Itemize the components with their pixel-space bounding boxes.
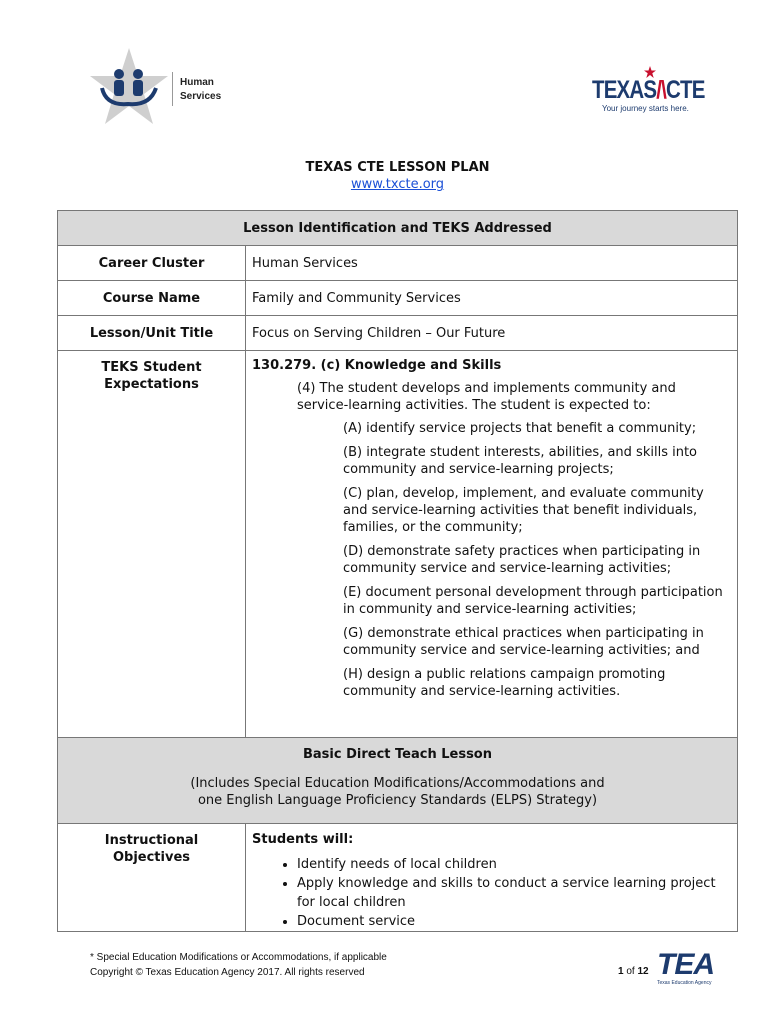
lesson-plan-table (57, 210, 738, 932)
page-of: of (626, 966, 635, 977)
teks-label-text: TEKS Student Expectations (101, 360, 202, 392)
texas-cte-tagline: Your journey starts here. (602, 104, 689, 113)
texas-cte-word1: TEXAS (592, 76, 657, 104)
texas-cte-word2: CTE (666, 76, 705, 104)
teks-item-d: (D) demonstrate safety practices when participating in community service and service-learning activities; (343, 544, 701, 576)
footer-note: * Special Education Modifications or Accommodations, if applicable (90, 952, 387, 963)
list-item: • Document service (297, 912, 731, 931)
page-title: TEXAS CTE LESSON PLAN (305, 160, 490, 175)
teks-heading: 130.279. (c) Knowledge and Skills (252, 358, 502, 373)
teks-intro: (4) The student develops and implements community and service-learning activities. The student is expected to: (297, 381, 676, 413)
lesson-title-label: Lesson/Unit Title (58, 316, 246, 351)
basic-lesson-title: Basic Direct Teach Lesson (302, 747, 492, 762)
page-total: 12 (637, 966, 649, 977)
logo-divider (172, 72, 173, 106)
teks-item-a: (A) identify service projects that benefit a community; (343, 421, 697, 436)
human-services-logo-text (180, 76, 221, 104)
list-item: • Identify needs of local children (297, 855, 731, 874)
basic-lesson-sub-line2: one English Language Proficiency Standards (ELPS) Strategy) (197, 793, 598, 808)
page-current: 1 (618, 966, 624, 977)
objectives-list (252, 855, 731, 931)
star-icon (644, 66, 656, 78)
course-name-value: Family and Community Services (246, 281, 738, 316)
teks-item-h: (H) design a public relations campaign promoting community and service-learning activities. (343, 667, 666, 699)
lesson-title-value: Focus on Serving Children – Our Future (246, 316, 738, 351)
teks-item-e: (E) document personal development through participation in community and service-learning activities; (343, 585, 723, 617)
table-row (58, 351, 738, 738)
objectives-label (58, 824, 246, 932)
basic-lesson-header (58, 738, 738, 824)
star-people-icon (88, 46, 170, 126)
students-will-heading: Students will: (252, 832, 354, 847)
teks-label (58, 351, 246, 738)
objectives-content (246, 824, 738, 932)
tea-logo-mark: TEA (657, 948, 714, 981)
title-block (0, 160, 770, 192)
course-name-label: Course Name (58, 281, 246, 316)
table-row (58, 246, 738, 281)
page-number (618, 966, 649, 977)
footer-copyright: Copyright © Texas Education Agency 2017. All rights reserved (90, 967, 365, 978)
teks-item-b: (B) integrate student interests, abilities, and skills into community and service-learning projects; (343, 445, 698, 477)
basic-lesson-sub-line1: (Includes Special Education Modifications/Accommodations and (190, 776, 605, 791)
texas-cte-logo (590, 66, 720, 118)
career-cluster-label: Career Cluster (58, 246, 246, 281)
website-link[interactable]: www.txcte.org (350, 177, 445, 192)
teks-content (246, 351, 738, 738)
hs-logo-line2: Services (180, 91, 222, 102)
human-services-logo (88, 46, 228, 126)
teks-item-g: (G) demonstrate ethical practices when participating in community service and service-learning activities; and (343, 626, 704, 658)
tea-logo-sub: Texas Education Agency (657, 980, 712, 986)
texas-cte-slash-icon: /\ (656, 76, 667, 104)
objectives-label-text: Instructional Objectives (104, 833, 199, 865)
footer (90, 950, 387, 980)
section-header-lesson-id: Lesson Identification and TEKS Addressed (58, 211, 738, 246)
hs-logo-line1: Human (180, 77, 214, 88)
tea-logo (657, 950, 714, 986)
career-cluster-value: Human Services (246, 246, 738, 281)
table-row (58, 824, 738, 932)
list-item: • Apply knowledge and skills to conduct a service learning project for local children (297, 874, 731, 912)
teks-item-c: (C) plan, develop, implement, and evaluate community and service-learning activities that benefit individuals, families, or the community; (343, 486, 704, 535)
table-row (58, 281, 738, 316)
table-row (58, 316, 738, 351)
texas-cte-wordmark (592, 76, 705, 105)
